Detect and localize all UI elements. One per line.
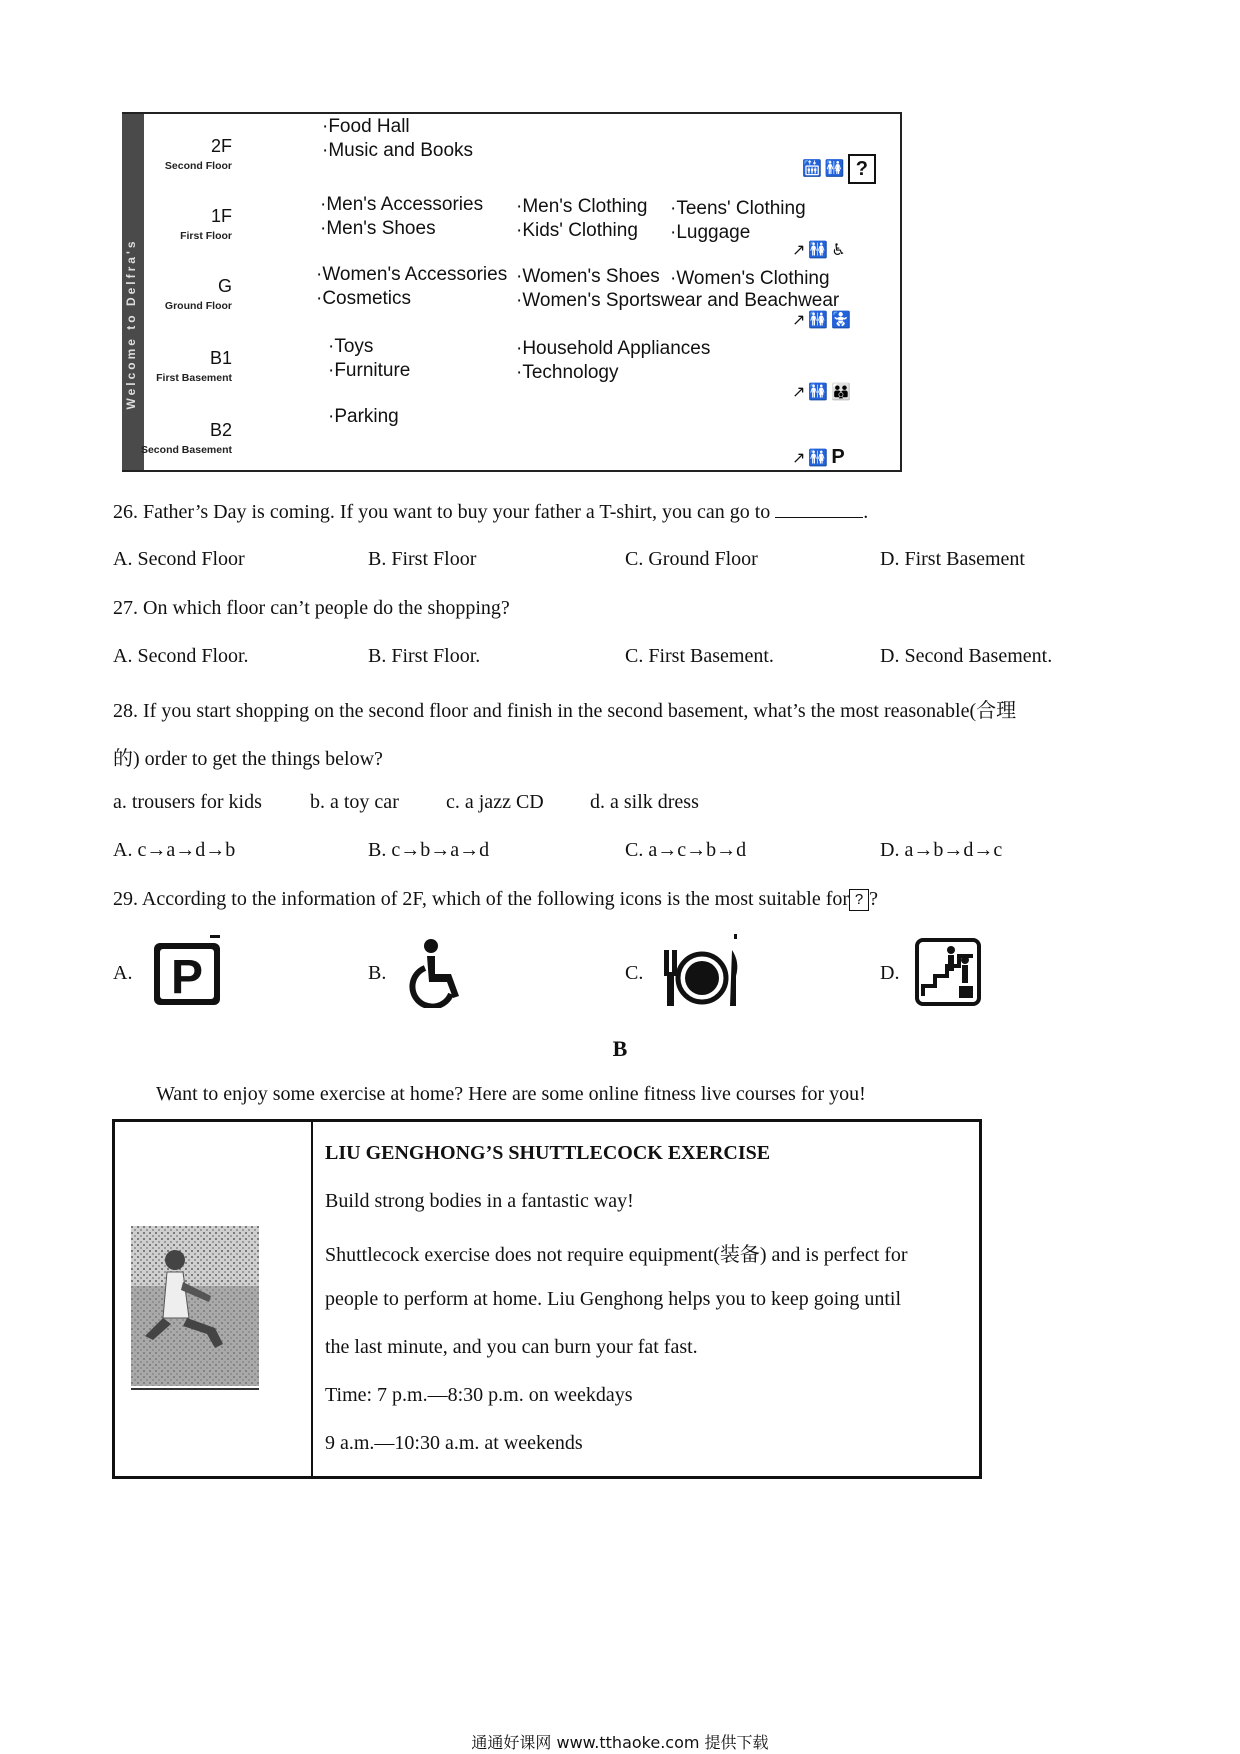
q28-option-c[interactable]: C. a→c→b→d [625, 839, 747, 861]
toilets-icon: 🚻 [808, 240, 832, 259]
q29-option-c-label[interactable]: C. [625, 962, 644, 984]
q27-option-d[interactable]: D. Second Basement. [880, 645, 1053, 667]
icons-1f [792, 240, 849, 259]
q28-option-b[interactable]: B. c→b→a→d [368, 839, 490, 861]
q26-option-c[interactable]: C. Ground Floor [625, 548, 758, 570]
floor-name-2f: Second Floor [164, 160, 232, 172]
q29-end: ? [869, 888, 878, 910]
q28-item-c: c. a jazz CD [446, 791, 544, 813]
q26-stem [113, 499, 868, 524]
icons-2f [802, 154, 876, 184]
baby-care-icon: 🚼 [831, 310, 855, 329]
q27-option-a[interactable]: A. Second Floor. [113, 645, 249, 667]
q29-option-d-label[interactable]: D. [880, 962, 900, 984]
parking-icon: P [831, 446, 845, 468]
dept-womens-shoes: ·Women's Shoes [516, 266, 660, 287]
course-time-weekends: 9 a.m.—10:30 a.m. at weekends [325, 1432, 583, 1454]
section-b-intro: Want to enjoy some exercise at home? Here are some online fitness live courses for you! [156, 1083, 866, 1105]
q27-option-b[interactable]: B. First Floor. [368, 645, 481, 667]
floor-name-b2: Second Basement [140, 444, 232, 456]
q28-stem-line1: 28. If you start shopping on the second floor and finish in the second basement, what’s the most reasonable(合理 [113, 700, 1017, 722]
q28-item-b: b. a toy car [310, 791, 399, 813]
q26-period: . [863, 501, 869, 523]
dept-womens-clothing: ·Women's Clothing [670, 268, 830, 289]
dept-toys: ·Toys [328, 336, 374, 357]
course-time-weekdays: Time: 7 p.m.—8:30 p.m. on weekdays [325, 1384, 633, 1406]
store-directory-board [122, 112, 902, 472]
floor-code-g: G [217, 276, 232, 296]
family-icon: 👪 [831, 382, 855, 401]
q29-option-a-label[interactable]: A. [113, 962, 133, 984]
dept-household-appliances: ·Household Appliances [516, 338, 711, 359]
parking-icon[interactable] [150, 935, 226, 1007]
dept-womens-accessories: ·Women's Accessories [316, 264, 508, 285]
dept-furniture: ·Furniture [328, 360, 411, 381]
q29-stem [113, 888, 878, 911]
lift-icon: 🛗 [802, 158, 825, 178]
dept-mens-clothing: ·Men's Clothing [516, 196, 648, 217]
dining-icon[interactable] [660, 932, 742, 1010]
escalator-icon: ↗ [792, 382, 809, 401]
dept-teens-clothing: ·Teens' Clothing [670, 198, 806, 219]
course-table [112, 1119, 982, 1479]
floor-code-b2: B2 [209, 420, 232, 440]
dept-kids-clothing: ·Kids' Clothing [516, 220, 638, 241]
wheelchair-icon: ♿ [831, 240, 849, 259]
q28-item-a: a. trousers for kids [113, 791, 262, 813]
dept-technology: ·Technology [516, 362, 619, 383]
section-heading-b: B [612, 1036, 628, 1061]
q28-stem-line2: 的) order to get the things below? [113, 748, 383, 770]
footer-text: 通通好课网 www.tthaoke.com 提供下载 [471, 1733, 769, 1752]
course-title: LIU GENGHONG’S SHUTTLECOCK EXERCISE [325, 1142, 771, 1164]
dept-luggage: ·Luggage [670, 222, 751, 243]
floor-code-b1: B1 [209, 348, 232, 368]
q26-text: 26. Father’s Day is coming. If you want to buy your father a T-shirt, you can go to [113, 501, 771, 523]
parking-letter: P [170, 951, 204, 1004]
q27-option-c[interactable]: C. First Basement. [625, 645, 774, 667]
dept-parking: ·Parking [328, 406, 399, 427]
icons-g [792, 310, 854, 329]
course-line-4: the last minute, and you can burn your fat fast. [325, 1336, 698, 1358]
dept-food-hall: ·Food Hall [322, 116, 410, 137]
table-divider [311, 1122, 313, 1476]
toilets-icon: 🚻 [808, 310, 832, 329]
q29-option-b-label[interactable]: B. [368, 962, 387, 984]
floor-name-b1: First Basement [156, 372, 232, 384]
escalator-icon: ↗ [792, 310, 809, 329]
toilets-icon: 🚻 [824, 158, 848, 178]
icons-b1 [792, 382, 854, 401]
escalator-icon: ↗ [792, 448, 809, 467]
question-box-icon: ? [849, 889, 869, 911]
q28-option-d[interactable]: D. a→b→d→c [880, 839, 1003, 861]
toilets-icon: 🚻 [808, 448, 832, 467]
q27-stem: 27. On which floor can’t people do the shopping? [113, 597, 510, 619]
q28-item-d: d. a silk dress [590, 791, 699, 813]
dept-mens-accessories: ·Men's Accessories [320, 194, 484, 215]
course-line-1: Build strong bodies in a fantastic way! [325, 1190, 634, 1212]
q26-option-d[interactable]: D. First Basement [880, 548, 1025, 570]
q26-option-b[interactable]: B. First Floor [368, 548, 477, 570]
floor-code-2f: 2F [210, 136, 232, 156]
dept-mens-shoes: ·Men's Shoes [320, 218, 436, 239]
course-photo [131, 1226, 259, 1390]
stairs-icon[interactable] [915, 938, 981, 1006]
q26-answer-blank [775, 499, 863, 518]
q29-text: 29. According to the information of 2F, which of the following icons is the most suitable for [113, 888, 850, 910]
course-line-2: Shuttlecock exercise does not require equipment(装备) and is perfect for [325, 1244, 908, 1266]
toilets-icon: 🚻 [808, 382, 832, 401]
dept-womens-sportswear: ·Women's Sportswear and Beachwear [516, 290, 840, 311]
escalator-icon: ↗ [792, 240, 809, 259]
dept-music-books: ·Music and Books [322, 140, 474, 161]
floor-code-1f: 1F [210, 206, 232, 226]
floor-name-g: Ground Floor [164, 300, 232, 312]
wheelchair-icon[interactable] [405, 938, 475, 1008]
q28-option-a[interactable]: A. c→a→d→b [113, 839, 236, 861]
dept-cosmetics: ·Cosmetics [316, 288, 412, 309]
icons-b2 [792, 446, 845, 469]
course-line-3: people to perform at home. Liu Genghong helps you to keep going until [325, 1288, 901, 1310]
question-box-icon: ? [848, 154, 876, 184]
floor-name-1f: First Floor [180, 230, 232, 242]
welcome-band-text: Welcome to Delfra's [124, 238, 138, 410]
q26-option-a[interactable]: A. Second Floor [113, 548, 245, 570]
